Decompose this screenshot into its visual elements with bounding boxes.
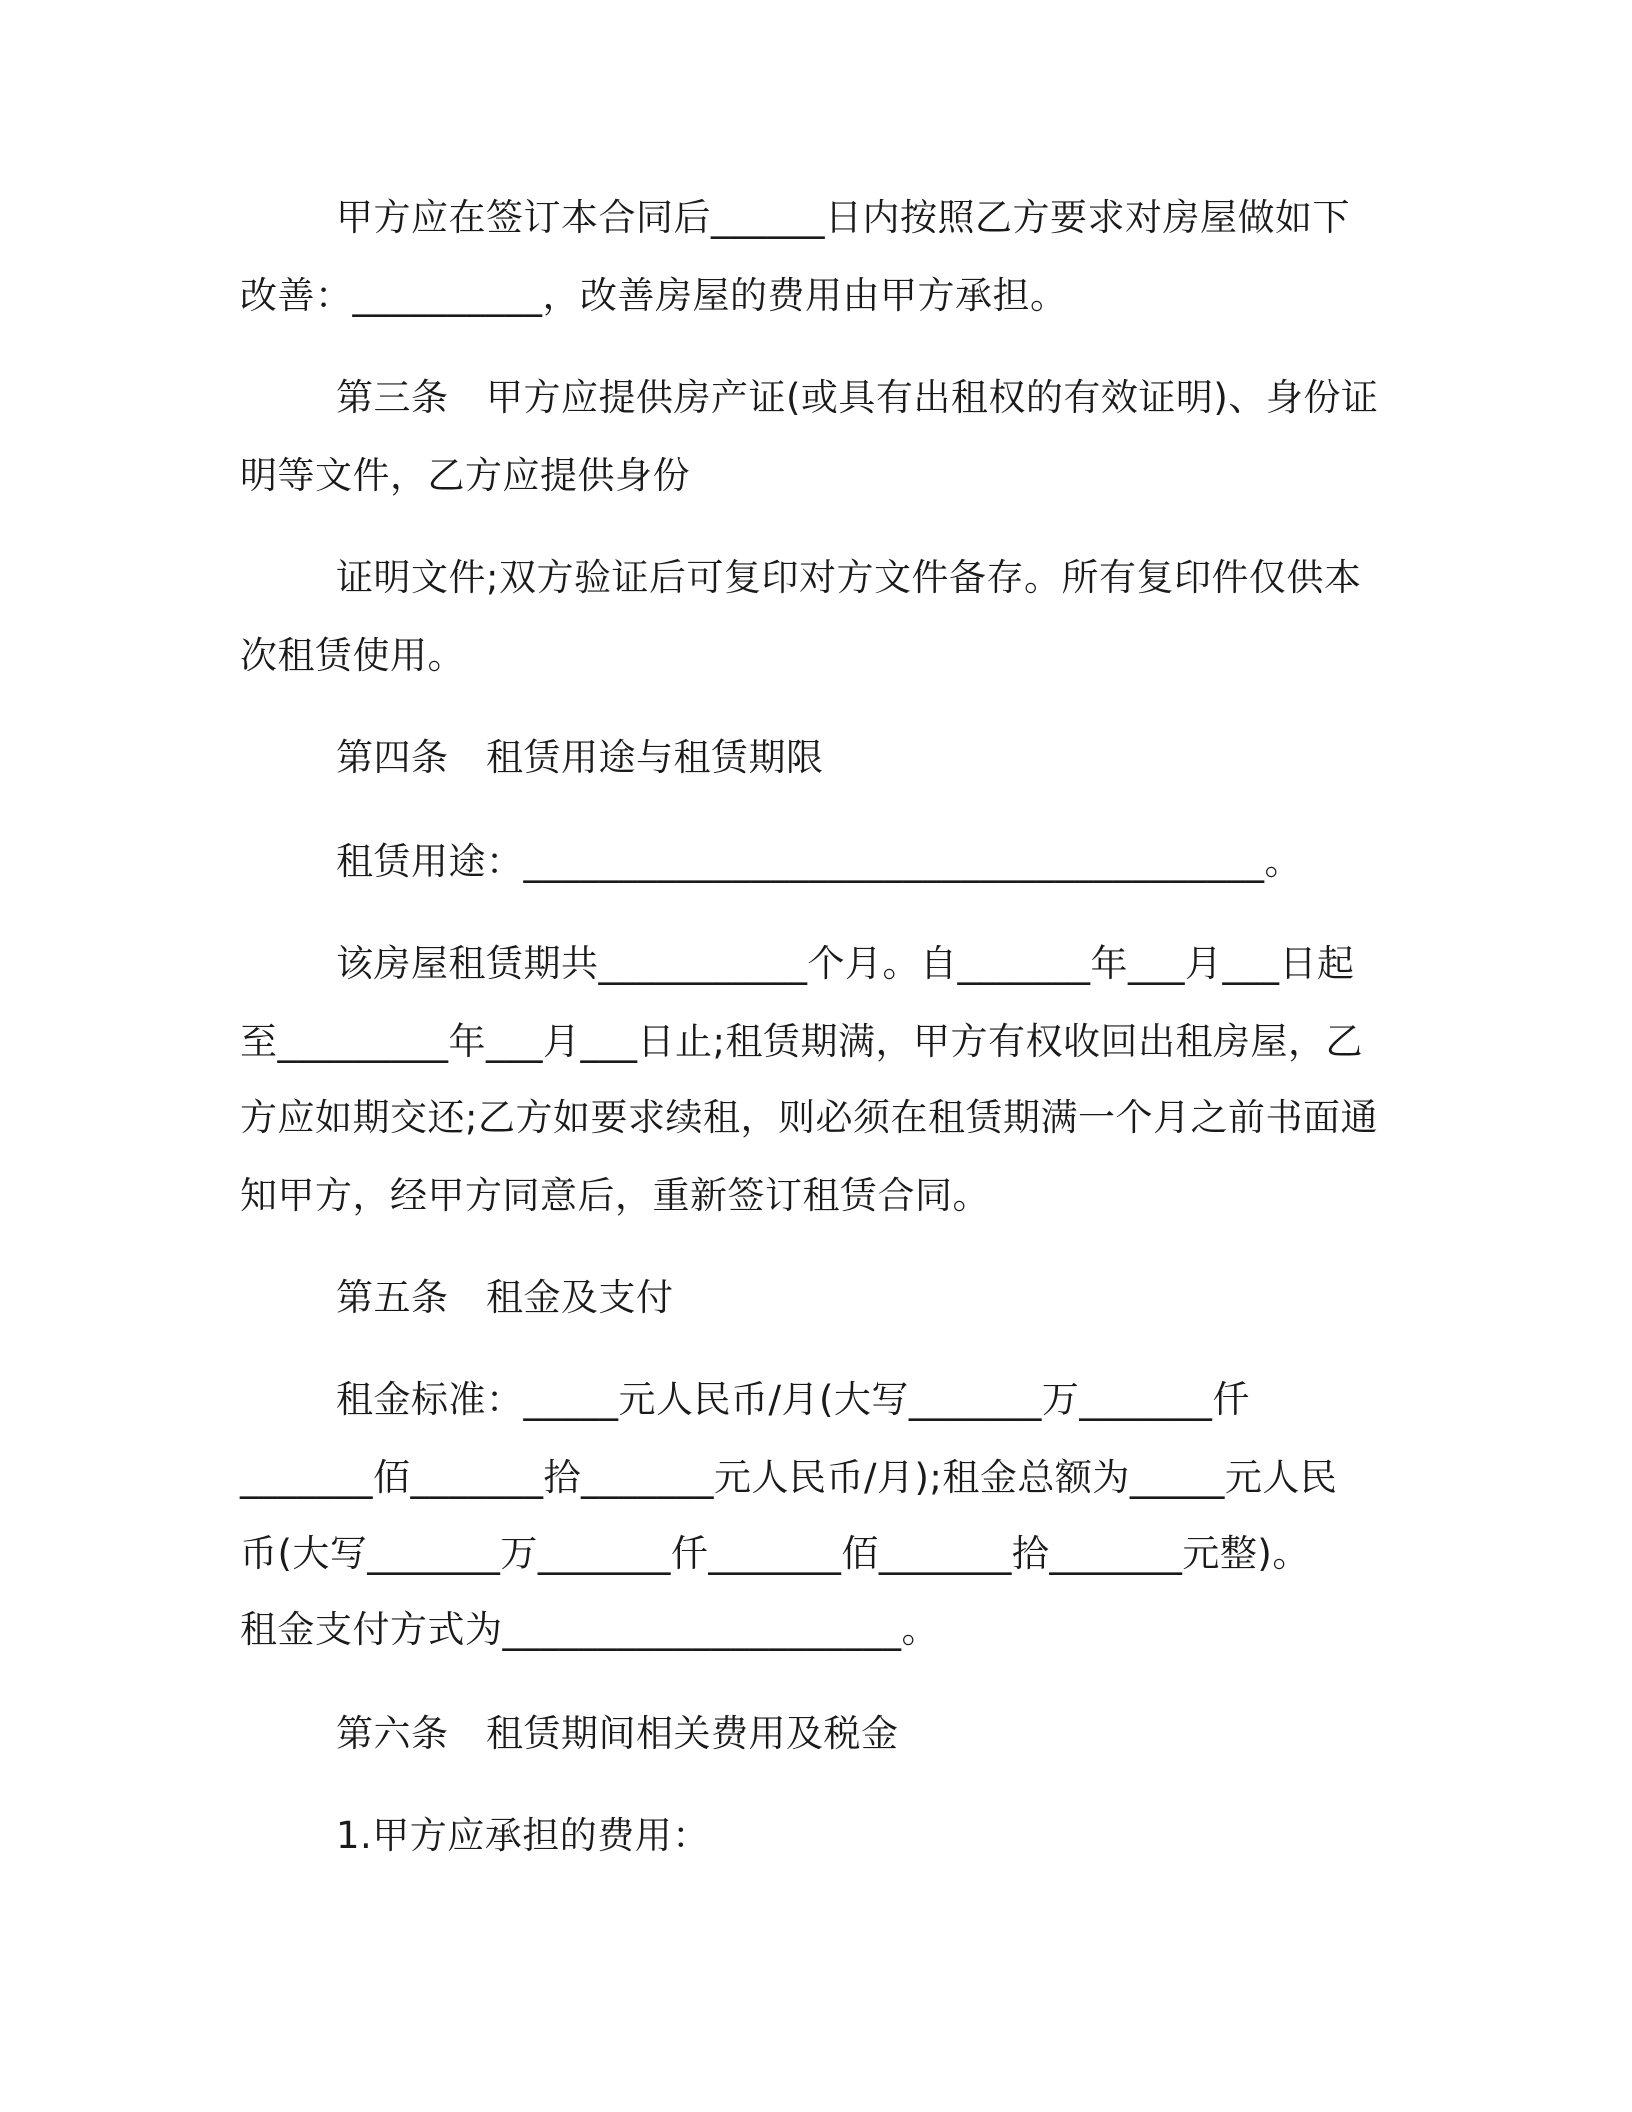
rent-standard-line-2: _______佰_______拾_______元人民币/月);租金总额为_____元人民 [240,1456,1338,1499]
article-6-heading: 第六条 租赁期间相关费用及税金 [336,1712,899,1755]
article-4-heading: 第四条 租赁用途与租赁期限 [336,736,824,779]
paragraph-line-id-copy-2: 次租赁使用。 [240,634,465,677]
lease-term-line-3: 方应如期交还;乙方如要求续租，则必须在租赁期满一个月之前书面通 [240,1096,1378,1139]
rent-payment-method-line: 租金支付方式为_____________________。 [240,1608,939,1651]
lease-term-line-1: 该房屋租赁期共___________个月。自_______年___月___日起 [336,942,1355,985]
paragraph-line-id-copy-1: 证明文件;双方验证后可复印对方文件备存。所有复印件仅供本 [336,556,1362,599]
rent-standard-line-3: 币(大写_______万_______仟_______佰_______拾_______元整)。 [240,1532,1310,1575]
lease-term-line-4: 知甲方，经甲方同意后，重新签订租赁合同。 [240,1174,990,1217]
paragraph-line-improvement-1: 甲方应在签订本合同后______日内按照乙方要求对房屋做如下 [336,196,1350,239]
party-a-fees-heading: 1.甲方应承担的费用： [336,1814,710,1857]
rent-standard-line-1: 租金标准：_____元人民币/月(大写_______万_______仟 [336,1378,1250,1421]
article-5-heading: 第五条 租金及支付 [336,1276,674,1319]
lease-term-line-2: 至_________年___月___日止;租赁期满，甲方有权收回出租房屋，乙 [240,1020,1363,1063]
article-3-line-2: 明等文件，乙方应提供身份 [240,454,690,497]
paragraph-line-improvement-2: 改善：__________，改善房屋的费用由甲方承担。 [240,274,1068,317]
lease-purpose-line: 租赁用途：_______________________________________。 [336,840,1302,883]
article-3-line-1: 第三条 甲方应提供房产证(或具有出租权的有效证明)、身份证 [336,376,1379,419]
